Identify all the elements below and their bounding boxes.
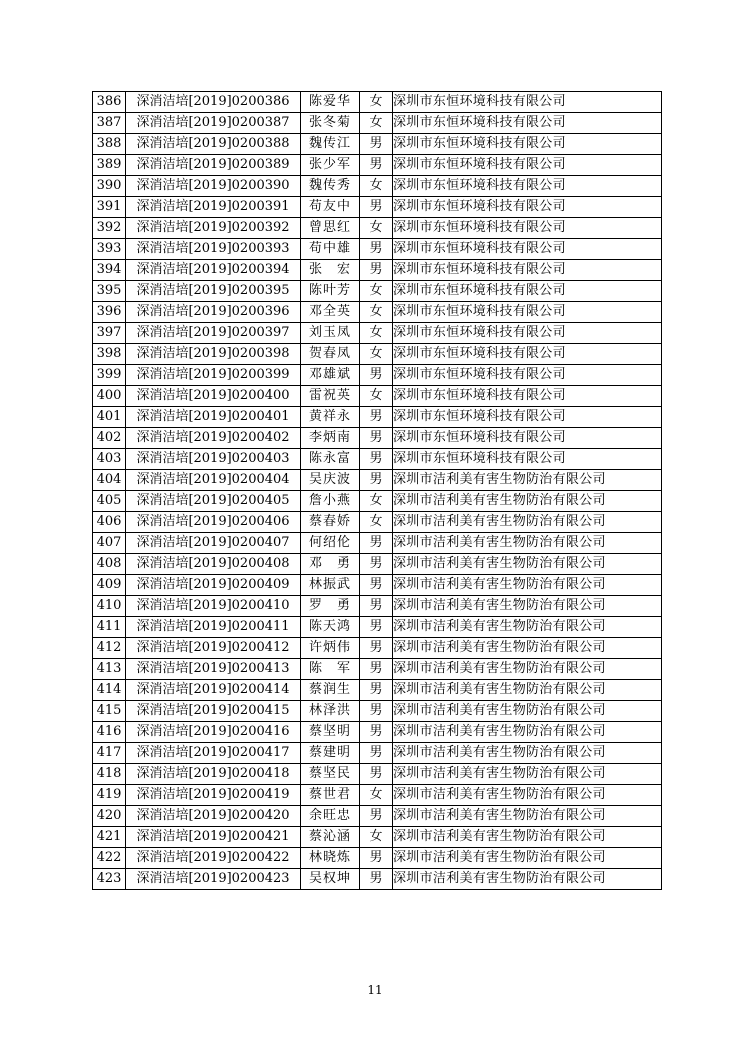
certificate-number-cell: 深消洁培[2019]0200409 [126,575,301,596]
gender-cell: 男 [360,554,393,575]
table-row [93,386,662,407]
trainee-name-cell: 陈爱华 [301,92,360,113]
company-name-cell: 深圳市洁利美有害生物防治有限公司 [393,470,662,491]
table-row [93,470,662,491]
row-number-cell: 404 [93,470,126,491]
trainee-name-cell: 蔡世君 [301,785,360,806]
row-number-cell: 409 [93,575,126,596]
gender-cell: 男 [360,428,393,449]
roster-table-body [93,92,662,890]
trainee-name-cell: 何绍伦 [301,533,360,554]
gender-cell: 男 [360,449,393,470]
gender-cell: 女 [360,218,393,239]
certificate-number-cell: 深消洁培[2019]0200407 [126,533,301,554]
row-number-cell: 420 [93,806,126,827]
gender-cell: 男 [360,701,393,722]
gender-cell: 女 [360,302,393,323]
company-name-cell: 深圳市东恒环境科技有限公司 [393,323,662,344]
certificate-number-cell: 深消洁培[2019]0200404 [126,470,301,491]
gender-cell: 男 [360,365,393,386]
trainee-name-cell: 邓全英 [301,302,360,323]
gender-cell: 男 [360,743,393,764]
gender-cell: 男 [360,533,393,554]
company-name-cell: 深圳市洁利美有害生物防治有限公司 [393,701,662,722]
trainee-name-cell: 雷祝英 [301,386,360,407]
certificate-number-cell: 深消洁培[2019]0200423 [126,869,301,890]
row-number-cell: 418 [93,764,126,785]
row-number-cell: 388 [93,134,126,155]
certificate-number-cell: 深消洁培[2019]0200393 [126,239,301,260]
company-name-cell: 深圳市洁利美有害生物防治有限公司 [393,533,662,554]
trainee-name-cell: 蔡建明 [301,743,360,764]
table-row [93,281,662,302]
gender-cell: 男 [360,722,393,743]
trainee-name-cell: 蔡坚民 [301,764,360,785]
company-name-cell: 深圳市东恒环境科技有限公司 [393,344,662,365]
gender-cell: 男 [360,680,393,701]
row-number-cell: 419 [93,785,126,806]
company-name-cell: 深圳市洁利美有害生物防治有限公司 [393,596,662,617]
company-name-cell: 深圳市东恒环境科技有限公司 [393,260,662,281]
gender-cell: 男 [360,596,393,617]
table-row [93,344,662,365]
company-name-cell: 深圳市洁利美有害生物防治有限公司 [393,827,662,848]
trainee-name-cell: 蔡润生 [301,680,360,701]
company-name-cell: 深圳市洁利美有害生物防治有限公司 [393,659,662,680]
company-name-cell: 深圳市东恒环境科技有限公司 [393,176,662,197]
trainee-name-cell: 林振武 [301,575,360,596]
row-number-cell: 422 [93,848,126,869]
certificate-number-cell: 深消洁培[2019]0200421 [126,827,301,848]
row-number-cell: 406 [93,512,126,533]
row-number-cell: 407 [93,533,126,554]
trainee-name-cell: 蔡坚明 [301,722,360,743]
gender-cell: 男 [360,155,393,176]
trainee-name-cell: 苟中雄 [301,239,360,260]
company-name-cell: 深圳市洁利美有害生物防治有限公司 [393,722,662,743]
company-name-cell: 深圳市东恒环境科技有限公司 [393,92,662,113]
table-row [93,827,662,848]
certificate-number-cell: 深消洁培[2019]0200396 [126,302,301,323]
trainee-name-cell: 陈 军 [301,659,360,680]
table-row [93,596,662,617]
trainee-name-cell: 刘玉凤 [301,323,360,344]
company-name-cell: 深圳市洁利美有害生物防治有限公司 [393,512,662,533]
gender-cell: 女 [360,386,393,407]
gender-cell: 男 [360,407,393,428]
row-number-cell: 397 [93,323,126,344]
trainee-name-cell: 余旺忠 [301,806,360,827]
trainee-name-cell: 黄祥永 [301,407,360,428]
table-row [93,785,662,806]
gender-cell: 男 [360,239,393,260]
trainee-roster-table [92,91,662,890]
company-name-cell: 深圳市东恒环境科技有限公司 [393,365,662,386]
gender-cell: 男 [360,764,393,785]
company-name-cell: 深圳市东恒环境科技有限公司 [393,218,662,239]
row-number-cell: 411 [93,617,126,638]
trainee-name-cell: 罗 勇 [301,596,360,617]
gender-cell: 女 [360,281,393,302]
certificate-number-cell: 深消洁培[2019]0200411 [126,617,301,638]
gender-cell: 男 [360,260,393,281]
row-number-cell: 412 [93,638,126,659]
table-row [93,659,662,680]
company-name-cell: 深圳市洁利美有害生物防治有限公司 [393,848,662,869]
gender-cell: 男 [360,134,393,155]
trainee-name-cell: 蔡春娇 [301,512,360,533]
trainee-name-cell: 林泽洪 [301,701,360,722]
table-row [93,869,662,890]
company-name-cell: 深圳市洁利美有害生物防治有限公司 [393,554,662,575]
company-name-cell: 深圳市东恒环境科技有限公司 [393,428,662,449]
row-number-cell: 405 [93,491,126,512]
company-name-cell: 深圳市东恒环境科技有限公司 [393,113,662,134]
trainee-name-cell: 张冬菊 [301,113,360,134]
row-number-cell: 392 [93,218,126,239]
certificate-number-cell: 深消洁培[2019]0200386 [126,92,301,113]
trainee-name-cell: 苟友中 [301,197,360,218]
table-row [93,617,662,638]
row-number-cell: 417 [93,743,126,764]
table-row [93,428,662,449]
certificate-number-cell: 深消洁培[2019]0200389 [126,155,301,176]
gender-cell: 男 [360,638,393,659]
certificate-number-cell: 深消洁培[2019]0200422 [126,848,301,869]
row-number-cell: 408 [93,554,126,575]
certificate-number-cell: 深消洁培[2019]0200388 [126,134,301,155]
row-number-cell: 399 [93,365,126,386]
certificate-number-cell: 深消洁培[2019]0200418 [126,764,301,785]
company-name-cell: 深圳市东恒环境科技有限公司 [393,239,662,260]
trainee-name-cell: 陈叶芳 [301,281,360,302]
trainee-name-cell: 陈永富 [301,449,360,470]
table-row [93,155,662,176]
company-name-cell: 深圳市东恒环境科技有限公司 [393,407,662,428]
gender-cell: 女 [360,344,393,365]
table-row [93,302,662,323]
table-row [93,92,662,113]
company-name-cell: 深圳市东恒环境科技有限公司 [393,386,662,407]
gender-cell: 女 [360,491,393,512]
table-row [93,323,662,344]
table-row [93,512,662,533]
company-name-cell: 深圳市洁利美有害生物防治有限公司 [393,638,662,659]
row-number-cell: 402 [93,428,126,449]
certificate-number-cell: 深消洁培[2019]0200400 [126,386,301,407]
trainee-name-cell: 蔡沁涵 [301,827,360,848]
gender-cell: 男 [360,869,393,890]
gender-cell: 女 [360,785,393,806]
row-number-cell: 398 [93,344,126,365]
trainee-name-cell: 邓 勇 [301,554,360,575]
row-number-cell: 395 [93,281,126,302]
trainee-name-cell: 詹小燕 [301,491,360,512]
gender-cell: 女 [360,92,393,113]
certificate-number-cell: 深消洁培[2019]0200405 [126,491,301,512]
row-number-cell: 390 [93,176,126,197]
gender-cell: 女 [360,512,393,533]
table-row [93,743,662,764]
table-row [93,113,662,134]
gender-cell: 女 [360,323,393,344]
certificate-number-cell: 深消洁培[2019]0200419 [126,785,301,806]
certificate-number-cell: 深消洁培[2019]0200415 [126,701,301,722]
company-name-cell: 深圳市东恒环境科技有限公司 [393,449,662,470]
table-row [93,365,662,386]
certificate-number-cell: 深消洁培[2019]0200394 [126,260,301,281]
company-name-cell: 深圳市东恒环境科技有限公司 [393,134,662,155]
company-name-cell: 深圳市洁利美有害生物防治有限公司 [393,764,662,785]
certificate-number-cell: 深消洁培[2019]0200397 [126,323,301,344]
certificate-number-cell: 深消洁培[2019]0200416 [126,722,301,743]
gender-cell: 男 [360,848,393,869]
certificate-number-cell: 深消洁培[2019]0200392 [126,218,301,239]
certificate-number-cell: 深消洁培[2019]0200413 [126,659,301,680]
table-row [93,638,662,659]
table-row [93,764,662,785]
company-name-cell: 深圳市洁利美有害生物防治有限公司 [393,869,662,890]
certificate-number-cell: 深消洁培[2019]0200391 [126,197,301,218]
row-number-cell: 413 [93,659,126,680]
row-number-cell: 415 [93,701,126,722]
trainee-name-cell: 张少军 [301,155,360,176]
row-number-cell: 403 [93,449,126,470]
certificate-number-cell: 深消洁培[2019]0200408 [126,554,301,575]
company-name-cell: 深圳市东恒环境科技有限公司 [393,197,662,218]
row-number-cell: 400 [93,386,126,407]
gender-cell: 女 [360,176,393,197]
company-name-cell: 深圳市洁利美有害生物防治有限公司 [393,617,662,638]
row-number-cell: 396 [93,302,126,323]
table-row [93,554,662,575]
table-row [93,218,662,239]
trainee-name-cell: 魏传秀 [301,176,360,197]
row-number-cell: 391 [93,197,126,218]
certificate-number-cell: 深消洁培[2019]0200403 [126,449,301,470]
company-name-cell: 深圳市洁利美有害生物防治有限公司 [393,680,662,701]
gender-cell: 男 [360,659,393,680]
certificate-number-cell: 深消洁培[2019]0200399 [126,365,301,386]
trainee-name-cell: 林晓炼 [301,848,360,869]
gender-cell: 女 [360,113,393,134]
table-row [93,491,662,512]
certificate-number-cell: 深消洁培[2019]0200401 [126,407,301,428]
certificate-number-cell: 深消洁培[2019]0200412 [126,638,301,659]
certificate-number-cell: 深消洁培[2019]0200402 [126,428,301,449]
company-name-cell: 深圳市洁利美有害生物防治有限公司 [393,806,662,827]
certificate-number-cell: 深消洁培[2019]0200410 [126,596,301,617]
certificate-number-cell: 深消洁培[2019]0200420 [126,806,301,827]
table-row [93,197,662,218]
table-row [93,407,662,428]
row-number-cell: 386 [93,92,126,113]
company-name-cell: 深圳市洁利美有害生物防治有限公司 [393,491,662,512]
gender-cell: 男 [360,806,393,827]
company-name-cell: 深圳市洁利美有害生物防治有限公司 [393,785,662,806]
row-number-cell: 423 [93,869,126,890]
trainee-name-cell: 魏传江 [301,134,360,155]
company-name-cell: 深圳市东恒环境科技有限公司 [393,302,662,323]
trainee-name-cell: 张 宏 [301,260,360,281]
certificate-number-cell: 深消洁培[2019]0200390 [126,176,301,197]
trainee-name-cell: 陈天鸿 [301,617,360,638]
certificate-number-cell: 深消洁培[2019]0200395 [126,281,301,302]
row-number-cell: 414 [93,680,126,701]
table-row [93,176,662,197]
certificate-number-cell: 深消洁培[2019]0200406 [126,512,301,533]
row-number-cell: 387 [93,113,126,134]
company-name-cell: 深圳市洁利美有害生物防治有限公司 [393,575,662,596]
table-row [93,239,662,260]
table-row [93,575,662,596]
table-row [93,449,662,470]
certificate-number-cell: 深消洁培[2019]0200414 [126,680,301,701]
trainee-name-cell: 吴权坤 [301,869,360,890]
certificate-number-cell: 深消洁培[2019]0200387 [126,113,301,134]
gender-cell: 男 [360,617,393,638]
table-row [93,806,662,827]
row-number-cell: 416 [93,722,126,743]
row-number-cell: 394 [93,260,126,281]
gender-cell: 女 [360,827,393,848]
table-row [93,701,662,722]
row-number-cell: 393 [93,239,126,260]
table-row [93,533,662,554]
table-row [93,134,662,155]
table-row [93,260,662,281]
certificate-number-cell: 深消洁培[2019]0200417 [126,743,301,764]
company-name-cell: 深圳市东恒环境科技有限公司 [393,155,662,176]
trainee-name-cell: 曾思红 [301,218,360,239]
trainee-name-cell: 吴庆波 [301,470,360,491]
table-row [93,848,662,869]
gender-cell: 男 [360,575,393,596]
trainee-name-cell: 李炳南 [301,428,360,449]
company-name-cell: 深圳市东恒环境科技有限公司 [393,281,662,302]
trainee-name-cell: 邓雄斌 [301,365,360,386]
table-row [93,722,662,743]
trainee-name-cell: 许炳伟 [301,638,360,659]
gender-cell: 男 [360,470,393,491]
page-number: 11 [367,983,383,997]
row-number-cell: 421 [93,827,126,848]
table-row [93,680,662,701]
gender-cell: 男 [360,197,393,218]
certificate-number-cell: 深消洁培[2019]0200398 [126,344,301,365]
trainee-name-cell: 贺春凤 [301,344,360,365]
row-number-cell: 401 [93,407,126,428]
row-number-cell: 389 [93,155,126,176]
row-number-cell: 410 [93,596,126,617]
company-name-cell: 深圳市洁利美有害生物防治有限公司 [393,743,662,764]
